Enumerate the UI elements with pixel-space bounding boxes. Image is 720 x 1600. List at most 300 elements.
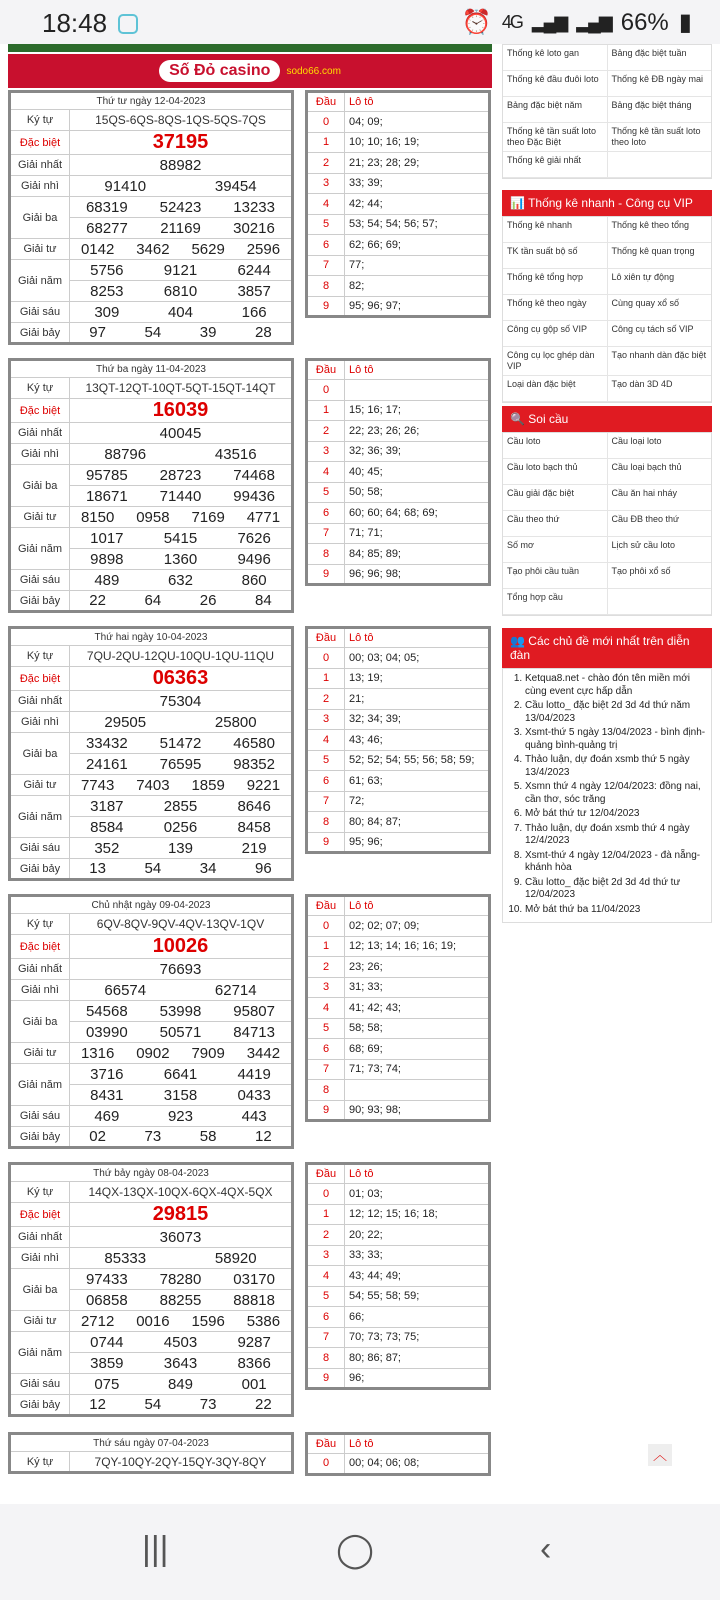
- g5-row: [70, 1064, 293, 1085]
- g7-row: [70, 323, 293, 344]
- g3-value: 78280: [159, 1270, 202, 1288]
- giai-nhat-value: 76693: [70, 959, 293, 980]
- g3-value: 68277: [86, 219, 128, 237]
- g2-row: [70, 1248, 293, 1269]
- ky-tu-value: 14QX-13QX-10QX-6QX-4QX-5QX: [70, 1182, 293, 1203]
- loto-values: 21; 23; 28; 29;: [345, 153, 490, 174]
- g3-value: 76595: [159, 755, 202, 773]
- sidebar-link[interactable]: Thống kê tổng hợp: [507, 272, 583, 282]
- g4-value: 7909: [191, 1044, 225, 1062]
- dau-digit: 2: [307, 689, 345, 710]
- g5-value: 3857: [237, 282, 271, 300]
- sidebar-row: [503, 563, 711, 589]
- g3-value: 52423: [159, 198, 202, 216]
- g5-value: 1017: [90, 529, 124, 547]
- g5-value: 8646: [237, 797, 271, 815]
- g7-value: 84: [255, 592, 272, 609]
- g3-value: 53998: [159, 1002, 202, 1020]
- loto-values: 12; 13; 14; 16; 16; 19;: [345, 936, 490, 957]
- sidebar-row: [503, 97, 711, 123]
- ky-tu-value: 7QY-10QY-2QY-15QY-3QY-8QY: [70, 1452, 293, 1473]
- dau-header: Đầu: [307, 1434, 345, 1454]
- loto-values: 95; 96;: [345, 832, 490, 853]
- dau-digit: 1: [307, 400, 345, 421]
- loto-values: 43; 44; 49;: [345, 1266, 490, 1287]
- label-giai-bay: Giải bảy: [10, 1395, 70, 1416]
- g3-row: [70, 1269, 293, 1290]
- g2-value: 58920: [214, 1249, 257, 1267]
- g6-value: 352: [94, 839, 120, 857]
- g6-value: 404: [167, 303, 193, 321]
- g7-value: 54: [144, 1396, 162, 1413]
- g4-row: [70, 1043, 293, 1064]
- g5-value: 0256: [163, 818, 198, 836]
- label-giai-sau: Giải sáu: [10, 1106, 70, 1127]
- label-giai-nam: Giải năm: [10, 1332, 70, 1374]
- loto-values: [345, 380, 490, 401]
- loto-values: 23; 26;: [345, 957, 490, 978]
- g4-row: [70, 1311, 293, 1332]
- loto-values: 60; 60; 64; 68; 69;: [345, 503, 490, 524]
- loto-values: 71; 71;: [345, 523, 490, 544]
- forum-topic-link[interactable]: 4. Thảo luận, dự đoán xsmb thứ 5 ngày 13/4/2023: [525, 754, 707, 779]
- g3-value: 24161: [85, 755, 128, 773]
- label-giai-tu: Giải tư: [10, 775, 70, 796]
- forum-topic-link[interactable]: 3. Xsmt-thứ 5 ngày 13/04/2023 - bình định-quảng bình-quảng trị: [525, 727, 707, 752]
- sidebar-link[interactable]: Thống kê ĐB ngày mai: [607, 71, 712, 96]
- g3-row: [70, 218, 293, 239]
- giai-nhat-value: 40045: [70, 423, 293, 444]
- sidebar-link[interactable]: Cầu ĐB theo thứ: [607, 511, 712, 536]
- dau-digit: 0: [307, 380, 345, 401]
- g3-row: [70, 197, 293, 218]
- forum-topic-link[interactable]: 7. Thảo luận, dự đoán xsmb thứ 4 ngày 12/4/2023: [525, 823, 707, 848]
- scroll-up-button[interactable]: ︿: [648, 1444, 672, 1466]
- dau-digit: 8: [307, 276, 345, 297]
- loto-values: 31; 33;: [345, 977, 490, 998]
- label-giai-ba: Giải ba: [10, 1269, 70, 1311]
- dau-digit: 5: [307, 214, 345, 235]
- sidebar-link[interactable]: Tạo phôi cầu tuần: [507, 566, 580, 576]
- sidebar-row: [503, 71, 711, 97]
- sidebar-link[interactable]: Cùng quay xổ số: [607, 295, 712, 320]
- label-giai-bay: Giải bảy: [10, 859, 70, 880]
- g5-value: 3158: [163, 1086, 198, 1104]
- result-table: [8, 358, 294, 613]
- dau-digit: 6: [307, 771, 345, 792]
- dau-digit: 9: [307, 832, 345, 853]
- dau-digit: 6: [307, 1307, 345, 1328]
- dau-digit: 2: [307, 957, 345, 978]
- loto-table: [305, 358, 491, 586]
- sidebar-link[interactable]: Tạo dàn 3D 4D: [607, 376, 712, 401]
- g7-row: [70, 591, 293, 612]
- g7-value: 22: [89, 592, 106, 609]
- dau-digit: 2: [307, 1225, 345, 1246]
- g3-row: [70, 465, 293, 486]
- label-dac-biet: Đặc biệt: [10, 399, 70, 423]
- dau-digit: 7: [307, 523, 345, 544]
- dau-digit: 9: [307, 564, 345, 585]
- g5-value: 8431: [90, 1086, 124, 1104]
- sidebar-link[interactable]: Thống kê đầu đuôi loto: [507, 74, 599, 84]
- label-giai-bay: Giải bảy: [10, 591, 70, 612]
- label-ky: Ký tự: [10, 1452, 70, 1473]
- dau-digit: 4: [307, 194, 345, 215]
- dau-digit: 1: [307, 132, 345, 153]
- label-ky: Ký tự: [10, 914, 70, 935]
- dau-digit: 9: [307, 296, 345, 317]
- loto-values: 12; 12; 15; 16; 18;: [345, 1204, 490, 1225]
- dau-digit: 1: [307, 1204, 345, 1225]
- result-table: [8, 1162, 294, 1417]
- loto-header: Lô tô: [345, 628, 490, 648]
- g7-value: 26: [199, 592, 217, 609]
- loto-values: 66;: [345, 1307, 490, 1328]
- sidebar-link[interactable]: Cầu loto: [507, 436, 541, 446]
- loto-values: 50; 58;: [345, 482, 490, 503]
- dac-biet-value: 16039: [70, 399, 293, 423]
- g7-value: 12: [89, 1396, 106, 1413]
- sidebar-row: [503, 243, 711, 269]
- sidebar-link[interactable]: Công cụ tách số VIP: [607, 321, 712, 346]
- sidebar-link[interactable]: Thống kê loto gan: [507, 48, 580, 58]
- sidebar-link[interactable]: Thống kê nhanh: [507, 220, 573, 230]
- g4-value: 7169: [191, 508, 225, 526]
- label-giai-nam: Giải năm: [10, 796, 70, 838]
- sidebar-link[interactable]: Số mơ: [507, 540, 534, 550]
- g7-value: 02: [89, 1128, 106, 1145]
- giai-nhat-value: 75304: [70, 691, 293, 712]
- g3-value: 51472: [159, 734, 202, 752]
- dau-digit: 6: [307, 503, 345, 524]
- dau-digit: 5: [307, 750, 345, 771]
- g4-value: 1596: [191, 1312, 225, 1330]
- label-giai-bay: Giải bảy: [10, 323, 70, 344]
- g7-value: 58: [199, 1128, 217, 1145]
- dau-digit: 5: [307, 1286, 345, 1307]
- loto-values: [345, 1080, 490, 1101]
- g7-value: 54: [144, 324, 162, 341]
- g4-value: 4771: [246, 508, 281, 526]
- g5-value: 7626: [237, 529, 271, 547]
- g5-row: [70, 796, 293, 817]
- loto-values: 43; 46;: [345, 730, 490, 751]
- loto-values: 20; 22;: [345, 1225, 490, 1246]
- g2-value: 29505: [104, 713, 147, 731]
- sodo-banner[interactable]: [8, 54, 492, 88]
- sidebar-heading-soicau: 🔍 Soi cầu: [502, 406, 712, 432]
- sidebar-link[interactable]: [607, 152, 712, 177]
- g3-value: 54568: [85, 1002, 128, 1020]
- g5-value: 3643: [163, 1354, 198, 1372]
- sidebar-link[interactable]: Thống kê tần suất loto theo Đặc Biệt: [507, 126, 597, 147]
- dau-digit: 4: [307, 1266, 345, 1287]
- forum-topic-link[interactable]: 8. Xsmt-thứ 4 ngày 12/04/2023 - đà nẵng-khánh hòa: [525, 850, 707, 875]
- loto-values: 62; 66; 69;: [345, 235, 490, 256]
- loto-header: Lô tô: [345, 1164, 490, 1184]
- loto-values: 70; 73; 73; 75;: [345, 1327, 490, 1348]
- g5-value: 6641: [163, 1065, 198, 1083]
- battery-level: 66%: [620, 8, 669, 36]
- label-giai-ba: Giải ba: [10, 1001, 70, 1043]
- forum-topic-link[interactable]: 10. Mở bát thứ ba 11/04/2023: [525, 904, 707, 917]
- forum-topics: [502, 668, 712, 923]
- forum-topic-link[interactable]: 5. Xsmn thứ 4 ngày 12/04/2023: đồng nai, cần thơ, sóc trăng: [525, 781, 707, 806]
- sidebar-row: [503, 347, 711, 376]
- loto-values: 04; 09;: [345, 112, 490, 133]
- g2-value: 62714: [214, 981, 257, 999]
- loto-table: [305, 1162, 491, 1390]
- loto-values: 52; 52; 54; 55; 56; 58; 59;: [345, 750, 490, 771]
- loto-values: 72;: [345, 791, 490, 812]
- sidebar-vip-list: [502, 216, 712, 403]
- dau-digit: 2: [307, 153, 345, 174]
- label-giai-nhi: Giải nhì: [10, 980, 70, 1001]
- recent-apps-button[interactable]: |||: [142, 1530, 169, 1568]
- loto-header: Lô tô: [345, 92, 490, 112]
- loto-values: 68; 69;: [345, 1039, 490, 1060]
- sidebar-link[interactable]: Cầu loại bạch thủ: [607, 459, 712, 484]
- sidebar-link[interactable]: Cầu giải đặc biệt: [507, 488, 575, 498]
- g7-value: 54: [144, 860, 162, 877]
- sidebar-row: [503, 433, 711, 459]
- loto-values: 13; 19;: [345, 668, 490, 689]
- sidebar-link[interactable]: TK tần suất bộ số: [507, 246, 578, 256]
- g4-value: 9221: [246, 776, 281, 794]
- g6-value: 860: [241, 571, 267, 589]
- g2-value: 39454: [214, 177, 257, 195]
- sidebar-row: [503, 269, 711, 295]
- g3-value: 84713: [233, 1023, 275, 1041]
- result-date-title: Thứ bảy ngày 08-04-2023: [10, 1164, 293, 1182]
- loto-values: 96;: [345, 1368, 490, 1389]
- g5-row: [70, 1332, 293, 1353]
- result-date-title: Thứ tư ngày 12-04-2023: [10, 92, 293, 110]
- top-banner-strip[interactable]: [8, 44, 492, 52]
- page-content: [0, 44, 720, 1504]
- g5-row: [70, 260, 293, 281]
- dau-digit: 8: [307, 544, 345, 565]
- dau-digit: 4: [307, 998, 345, 1019]
- result-date-title: Chủ nhật ngày 09-04-2023: [10, 896, 293, 914]
- giai-nhat-value: 88982: [70, 155, 293, 176]
- g4-value: 0142: [80, 240, 115, 258]
- signal-icon-2: ▂▄▆: [576, 12, 611, 32]
- sidebar-soicau-list: [502, 432, 712, 616]
- dau-digit: 6: [307, 235, 345, 256]
- g4-value: 0016: [136, 1312, 170, 1330]
- label-giai-sau: Giải sáu: [10, 570, 70, 591]
- sidebar-link[interactable]: Tạo nhanh dàn đặc biệt: [607, 347, 712, 375]
- sidebar-link[interactable]: Lô xiên tự động: [607, 269, 712, 294]
- g5-value: 4419: [237, 1065, 271, 1083]
- g2-row: [70, 980, 293, 1001]
- sidebar-link[interactable]: [607, 589, 712, 614]
- g7-value: 13: [89, 860, 106, 877]
- g2-value: 43516: [214, 445, 257, 463]
- g6-value: 489: [94, 571, 120, 589]
- dau-digit: 3: [307, 709, 345, 730]
- dac-biet-value: 06363: [70, 667, 293, 691]
- g2-value: 88796: [104, 445, 147, 463]
- back-button[interactable]: ‹: [540, 1530, 552, 1568]
- g4-row: [70, 507, 293, 528]
- sidebar-row: [503, 321, 711, 347]
- sidebar-link[interactable]: Bảng đặc biệt tuần: [607, 45, 712, 70]
- status-bar: [0, 0, 720, 44]
- forum-topic-link[interactable]: 6. Mở bát thứ tư 12/04/2023: [525, 808, 707, 821]
- sidebar-row: [503, 217, 711, 243]
- g3-value: 88255: [159, 1291, 202, 1309]
- sidebar-link[interactable]: Loại dàn đặc biệt: [507, 378, 576, 389]
- forum-topic-link[interactable]: 1. Ketqua8.net - chào đón tên miền mới cùng event cực hấp dẫn: [525, 673, 707, 698]
- g5-value: 5756: [90, 261, 124, 279]
- g6-value: 166: [241, 303, 267, 321]
- sidebar-link[interactable]: Thống kê tần suất loto theo loto: [607, 123, 712, 151]
- network-type: 4G: [501, 12, 522, 32]
- loto-values: 21;: [345, 689, 490, 710]
- banner-logo: Số Đỏ casino: [159, 60, 280, 82]
- loto-values: 54; 55; 58; 59;: [345, 1286, 490, 1307]
- forum-topic-link[interactable]: 2. Cầu lotto_ đặc biệt 2d 3d 4d thứ năm 13/04/2023: [525, 700, 707, 725]
- loto-header: Lô tô: [345, 360, 490, 380]
- result-table: [8, 90, 294, 345]
- sidebar-row: [503, 376, 711, 402]
- g7-value: 97: [89, 324, 106, 341]
- sidebar-row: [503, 511, 711, 537]
- loto-values: 71; 73; 74;: [345, 1059, 490, 1080]
- g3-row: [70, 754, 293, 775]
- sidebar-link[interactable]: Công cụ gộp số VIP: [507, 324, 588, 334]
- loto-values: 80; 84; 87;: [345, 812, 490, 833]
- sidebar-link[interactable]: Bảng đặc biệt tháng: [607, 97, 712, 122]
- g5-row: [70, 817, 293, 838]
- label-dac-biet: Đặc biệt: [10, 935, 70, 959]
- sidebar-link[interactable]: Tạo phôi xổ số: [607, 563, 712, 588]
- dau-digit: 7: [307, 791, 345, 812]
- g7-value: 64: [144, 592, 162, 609]
- dau-header: Đầu: [307, 92, 345, 112]
- label-giai-tu: Giải tư: [10, 1311, 70, 1332]
- g3-value: 95785: [85, 466, 128, 484]
- g6-value: 001: [241, 1375, 267, 1393]
- dau-digit: 8: [307, 1080, 345, 1101]
- loto-values: 42; 44;: [345, 194, 490, 215]
- g5-value: 8584: [90, 818, 124, 836]
- sidebar-link[interactable]: Thống kê quan trọng: [607, 243, 712, 268]
- g3-value: 03990: [85, 1023, 128, 1041]
- g2-value: 66574: [104, 981, 147, 999]
- dau-digit: 1: [307, 668, 345, 689]
- sidebar-link[interactable]: Công cụ lọc ghép dàn VIP: [507, 350, 595, 371]
- sidebar-link[interactable]: Thống kê giải nhất: [507, 154, 582, 165]
- dac-biet-value: 29815: [70, 1203, 293, 1227]
- sidebar-link[interactable]: Thống kê theo ngày: [507, 298, 587, 308]
- g3-value: 30216: [233, 219, 275, 237]
- g5-value: 8458: [237, 818, 271, 836]
- dac-biet-value: 10026: [70, 935, 293, 959]
- android-nav-bar: [0, 1504, 720, 1600]
- g4-value: 7403: [136, 776, 170, 794]
- g3-value: 98352: [233, 755, 275, 773]
- signal-icon: ▂▄▆: [531, 12, 567, 32]
- g4-value: 3462: [136, 240, 170, 258]
- sidebar-link[interactable]: Thống kê theo tổng: [607, 217, 712, 242]
- sidebar-link[interactable]: Cầu loto bạch thủ: [507, 462, 578, 472]
- dau-digit: 9: [307, 1368, 345, 1389]
- g5-value: 3859: [90, 1354, 124, 1372]
- g3-value: 46580: [233, 734, 275, 752]
- dau-digit: 8: [307, 812, 345, 833]
- loto-table: [305, 626, 491, 854]
- dau-digit: 6: [307, 1039, 345, 1060]
- label-giai-nhat: Giải nhất: [10, 1227, 70, 1248]
- clock: 18:48: [42, 8, 108, 38]
- g7-value: 22: [255, 1396, 272, 1413]
- g6-value: 075: [94, 1375, 120, 1393]
- sidebar-link[interactable]: Cầu theo thứ: [507, 514, 560, 524]
- g6-value: 219: [241, 839, 267, 857]
- sidebar-link[interactable]: Cầu ăn hai nháy: [607, 485, 712, 510]
- g5-row: [70, 1353, 293, 1374]
- g3-row: [70, 1001, 293, 1022]
- dau-digit: 0: [307, 648, 345, 669]
- g4-value: 3442: [246, 1044, 281, 1062]
- label-giai-ba: Giải ba: [10, 733, 70, 775]
- sidebar-link[interactable]: Lịch sử cầu loto: [607, 537, 712, 562]
- g3-row: [70, 1022, 293, 1043]
- sidebar-stats-list: [502, 44, 712, 179]
- dau-digit: 0: [307, 1184, 345, 1205]
- g3-row: [70, 733, 293, 754]
- g7-row: [70, 1127, 293, 1148]
- g3-value: 28723: [159, 466, 202, 484]
- g3-value: 74468: [233, 466, 275, 484]
- g3-value: 99436: [233, 487, 275, 505]
- loto-values: 02; 02; 07; 09;: [345, 916, 490, 937]
- g5-value: 6810: [163, 282, 198, 300]
- sidebar-row: [503, 295, 711, 321]
- dau-header: Đầu: [307, 1164, 345, 1184]
- label-ky: Ký tự: [10, 110, 70, 131]
- g6-value: 309: [94, 303, 120, 321]
- battery-icon: ▮: [678, 9, 692, 36]
- label-giai-nam: Giải năm: [10, 1064, 70, 1106]
- sidebar-heading-vip-label: Thống kê nhanh - Công cụ VIP: [528, 196, 693, 210]
- loto-values: 61; 63;: [345, 771, 490, 792]
- sidebar-row: [503, 45, 711, 71]
- loto-values: 82;: [345, 276, 490, 297]
- result-date-title: Thứ ba ngày 11-04-2023: [10, 360, 293, 378]
- g7-row: [70, 859, 293, 880]
- label-giai-tu: Giải tư: [10, 239, 70, 260]
- forum-topic-link[interactable]: 9. Cầu lotto_ đặc biệt 2d 3d 4d thứ tư 12/04/2023: [525, 877, 707, 902]
- home-button[interactable]: ◯: [336, 1531, 375, 1569]
- loto-values: 01; 03;: [345, 1184, 490, 1205]
- dau-digit: 7: [307, 1327, 345, 1348]
- sidebar-link[interactable]: Bảng đặc biệt năm: [507, 100, 583, 110]
- label-giai-bay: Giải bảy: [10, 1127, 70, 1148]
- sidebar-link[interactable]: Cầu loại loto: [607, 433, 712, 458]
- loto-values: 95; 96; 97;: [345, 296, 490, 317]
- loto-table: [305, 1432, 491, 1476]
- g5-row: [70, 1085, 293, 1106]
- result-table: [8, 1432, 294, 1474]
- dau-digit: 7: [307, 1059, 345, 1080]
- sidebar-link[interactable]: Tổng hợp cầu: [507, 592, 563, 602]
- label-giai-nhi: Giải nhì: [10, 444, 70, 465]
